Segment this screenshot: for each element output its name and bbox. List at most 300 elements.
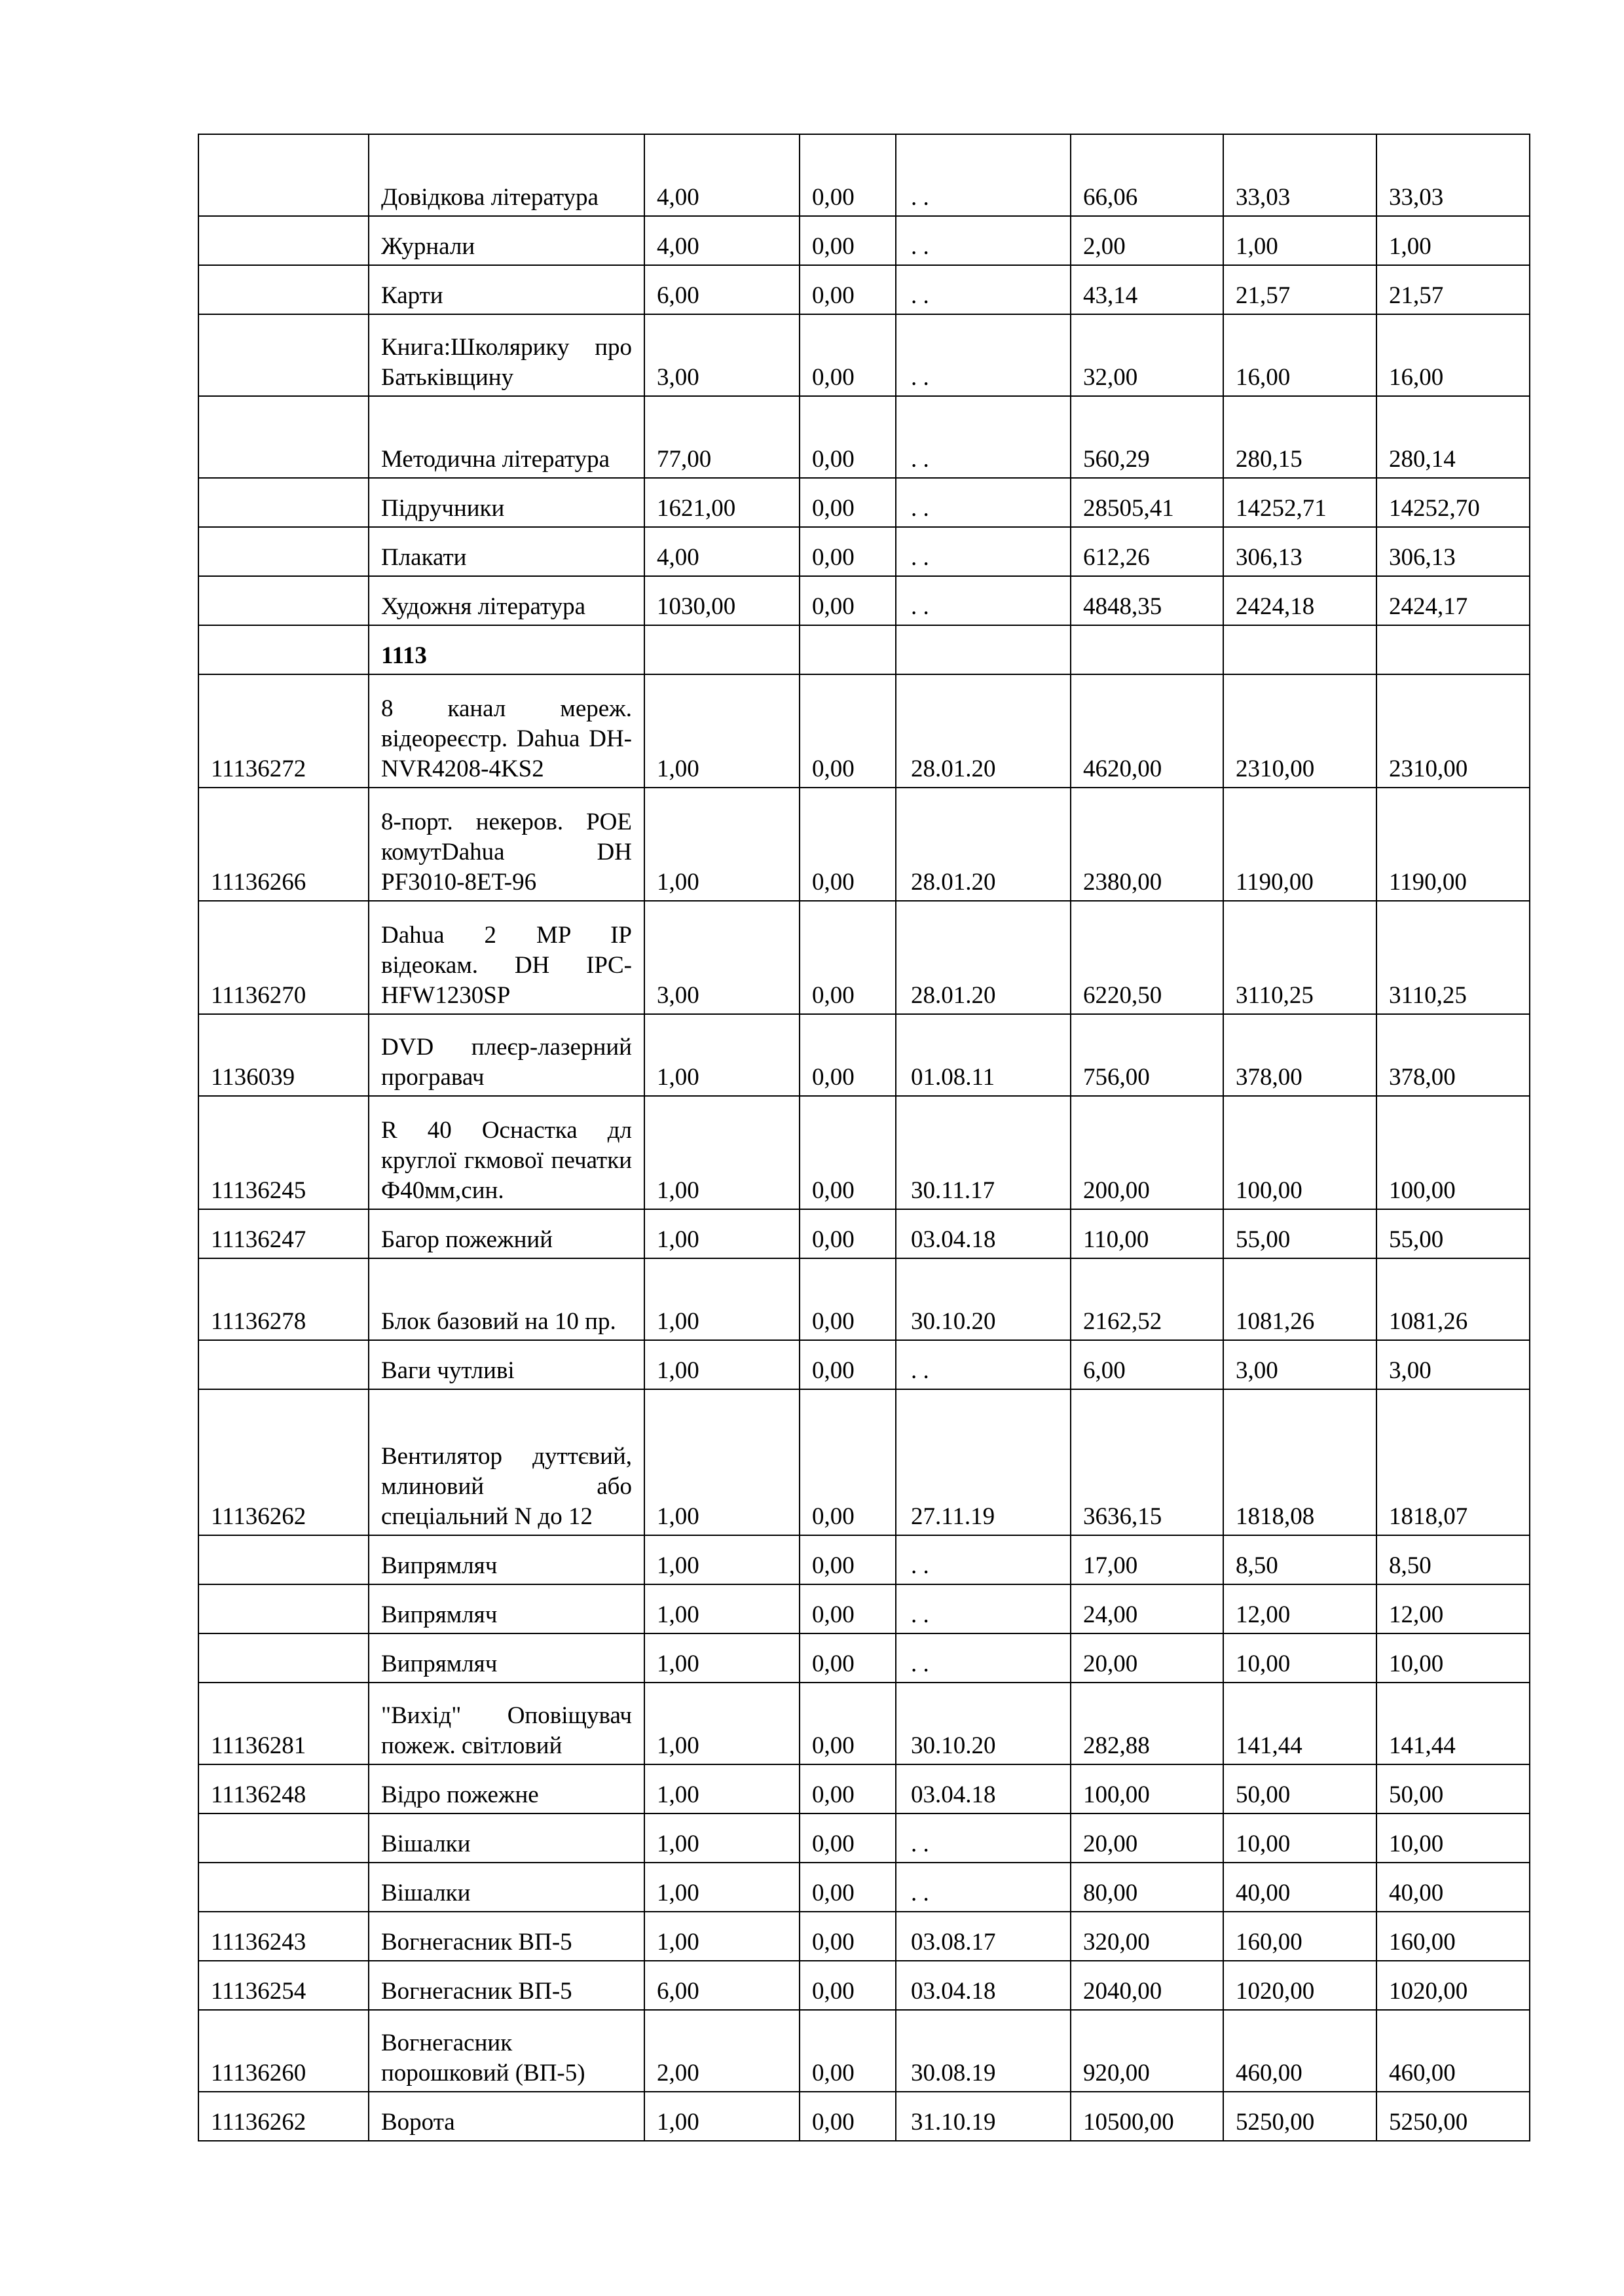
inventory-number-text: 11136262: [211, 1503, 306, 1530]
residual-value-cell: [1376, 2092, 1530, 2141]
depreciation-cell: [1223, 134, 1376, 216]
quantity-cell: [644, 134, 800, 216]
date-cell: [896, 1258, 1071, 1340]
item-name-text: Відро пожежне: [381, 1781, 539, 1808]
residual-value-text: 8,50: [1389, 1552, 1431, 1579]
total-value-cell: [1071, 625, 1223, 674]
amount-cell: [800, 2010, 896, 2092]
amount-text: 0,00: [812, 1503, 855, 1530]
depreciation-text: 33,03: [1236, 184, 1291, 211]
quantity-text: 1621,00: [657, 495, 736, 522]
item-name-text: Ваги чутливі: [381, 1357, 515, 1384]
quantity-cell: [644, 674, 800, 788]
date-text: . .: [911, 495, 929, 522]
inventory-number-cell: [198, 134, 369, 216]
quantity-cell: [644, 1014, 800, 1096]
date-cell: [896, 576, 1071, 625]
inventory-number-cell: [198, 1535, 369, 1584]
amount-text: 0,00: [812, 364, 855, 391]
residual-value-cell: [1376, 1340, 1530, 1389]
depreciation-cell: [1223, 2092, 1376, 2141]
item-name-text: R 40 Оснастка дл круглої гкмової печатки Ф40мм,син.: [381, 1117, 632, 1204]
table-row: [198, 1209, 1530, 1258]
residual-value-cell: [1376, 1683, 1530, 1764]
residual-value-text: 14252,70: [1389, 495, 1480, 522]
inventory-number-text: 11136260: [211, 2060, 306, 2086]
amount-text: 0,00: [812, 1929, 855, 1956]
date-cell: [896, 1535, 1071, 1584]
inventory-number-cell: [198, 478, 369, 527]
table-row: [198, 216, 1530, 265]
quantity-cell: [644, 527, 800, 576]
table-row: [198, 576, 1530, 625]
amount-cell: [800, 1683, 896, 1764]
table-row: [198, 1863, 1530, 1912]
item-name-cell: [369, 134, 644, 216]
inventory-number-cell: [198, 1258, 369, 1340]
inventory-number-cell: [198, 1340, 369, 1389]
quantity-text: 1,00: [657, 1552, 699, 1579]
total-value-cell: [1071, 216, 1223, 265]
inventory-number-cell: [198, 1813, 369, 1863]
total-value-cell: [1071, 134, 1223, 216]
amount-cell: [800, 1912, 896, 1961]
quantity-text: 4,00: [657, 184, 699, 211]
amount-cell: [800, 1096, 896, 1209]
quantity-text: 1,00: [657, 1601, 699, 1628]
depreciation-cell: [1223, 576, 1376, 625]
date-cell: [896, 1764, 1071, 1813]
item-name-cell: [369, 1535, 644, 1584]
quantity-cell: [644, 1258, 800, 1340]
total-value-text: 32,00: [1083, 364, 1138, 391]
amount-text: 0,00: [812, 2109, 855, 2136]
quantity-cell: [644, 901, 800, 1014]
residual-value-text: 306,13: [1389, 544, 1456, 571]
residual-value-cell: [1376, 314, 1530, 396]
depreciation-cell: [1223, 1683, 1376, 1764]
date-cell: [896, 1584, 1071, 1633]
inventory-table-body: [198, 134, 1530, 2141]
total-value-text: 4848,35: [1083, 593, 1162, 620]
amount-text: 0,00: [812, 495, 855, 522]
quantity-cell: [644, 265, 800, 314]
item-name-text: Книга:Школярику про Батьківщину: [381, 334, 632, 391]
depreciation-cell: [1223, 1535, 1376, 1584]
total-value-cell: [1071, 265, 1223, 314]
total-value-cell: [1071, 1863, 1223, 1912]
item-name-cell: [369, 1683, 644, 1764]
date-cell: [896, 788, 1071, 901]
depreciation-text: 1818,08: [1236, 1503, 1315, 1530]
quantity-cell: [644, 1389, 800, 1535]
date-cell: [896, 1340, 1071, 1389]
total-value-text: 612,26: [1083, 544, 1150, 571]
quantity-cell: [644, 1209, 800, 1258]
date-cell: [896, 2092, 1071, 2141]
depreciation-cell: [1223, 2010, 1376, 2092]
inventory-number-text: 11136262: [211, 2109, 306, 2136]
amount-cell: [800, 1340, 896, 1389]
amount-cell: [800, 1813, 896, 1863]
quantity-text: 4,00: [657, 544, 699, 571]
depreciation-cell: [1223, 1096, 1376, 1209]
depreciation-cell: [1223, 1389, 1376, 1535]
depreciation-text: 16,00: [1236, 364, 1291, 391]
date-text: 03.04.18: [911, 1978, 996, 2005]
table-row: [198, 265, 1530, 314]
quantity-text: 1,00: [657, 1650, 699, 1677]
date-text: . .: [911, 364, 929, 391]
date-text: . .: [911, 446, 929, 473]
quantity-text: 1,00: [657, 2109, 699, 2136]
residual-value-text: 12,00: [1389, 1601, 1444, 1628]
item-name-text: Підручники: [381, 495, 505, 522]
date-text: 30.11.17: [911, 1177, 995, 1204]
total-value-cell: [1071, 1340, 1223, 1389]
total-value-text: 4620,00: [1083, 756, 1162, 782]
depreciation-text: 21,57: [1236, 282, 1291, 309]
residual-value-cell: [1376, 478, 1530, 527]
depreciation-cell: [1223, 478, 1376, 527]
residual-value-cell: [1376, 788, 1530, 901]
amount-text: 0,00: [812, 184, 855, 211]
total-value-text: 2380,00: [1083, 869, 1162, 896]
residual-value-cell: [1376, 901, 1530, 1014]
amount-cell: [800, 314, 896, 396]
inventory-number-cell: [198, 216, 369, 265]
total-value-text: 320,00: [1083, 1929, 1150, 1956]
date-cell: [896, 478, 1071, 527]
inventory-number-cell: [198, 1683, 369, 1764]
inventory-number-cell: [198, 625, 369, 674]
amount-cell: [800, 1863, 896, 1912]
quantity-cell: [644, 396, 800, 478]
date-text: . .: [911, 593, 929, 620]
date-cell: [896, 1683, 1071, 1764]
inventory-number-cell: [198, 1961, 369, 2010]
inventory-number-cell: [198, 1633, 369, 1683]
quantity-cell: [644, 1584, 800, 1633]
depreciation-text: 1081,26: [1236, 1308, 1315, 1335]
table-row: [198, 1764, 1530, 1813]
date-cell: [896, 901, 1071, 1014]
item-name-cell: [369, 1389, 644, 1535]
item-name-cell: [369, 216, 644, 265]
item-name-text: 8-порт. некеров. POE комутDahua DH PF3010-8ET-96: [381, 809, 632, 896]
inventory-number-cell: [198, 788, 369, 901]
item-name-text: Карти: [381, 282, 443, 309]
inventory-number-cell: [198, 1209, 369, 1258]
residual-value-text: 1020,00: [1389, 1978, 1468, 2005]
item-name-cell: [369, 1096, 644, 1209]
quantity-text: 1,00: [657, 1503, 699, 1530]
total-value-cell: [1071, 2010, 1223, 2092]
table-row: [198, 2092, 1530, 2141]
inventory-number-cell: [198, 265, 369, 314]
amount-text: 0,00: [812, 869, 855, 896]
item-name-text: Вішалки: [381, 1831, 471, 1857]
table-row: [198, 1340, 1530, 1389]
item-name-cell: [369, 1340, 644, 1389]
amount-text: 0,00: [812, 1308, 855, 1335]
depreciation-text: 160,00: [1236, 1929, 1302, 1956]
residual-value-text: 1081,26: [1389, 1308, 1468, 1335]
inventory-number-cell: [198, 314, 369, 396]
amount-cell: [800, 1209, 896, 1258]
item-name-cell: [369, 901, 644, 1014]
depreciation-text: 10,00: [1236, 1831, 1291, 1857]
date-text: 30.10.20: [911, 1308, 996, 1335]
total-value-cell: [1071, 314, 1223, 396]
quantity-text: 3,00: [657, 982, 699, 1009]
item-name-cell: [369, 1764, 644, 1813]
item-name-cell: [369, 2092, 644, 2141]
total-value-cell: [1071, 1258, 1223, 1340]
date-cell: [896, 1912, 1071, 1961]
amount-text: 0,00: [812, 233, 855, 260]
total-value-text: 43,14: [1083, 282, 1138, 309]
amount-cell: [800, 1584, 896, 1633]
quantity-text: 3,00: [657, 364, 699, 391]
table-row: [198, 1389, 1530, 1535]
inventory-number-cell: [198, 1584, 369, 1633]
date-cell: [896, 314, 1071, 396]
quantity-text: 1030,00: [657, 593, 736, 620]
total-value-cell: [1071, 2092, 1223, 2141]
quantity-text: 1,00: [657, 1732, 699, 1759]
quantity-text: 1,00: [657, 756, 699, 782]
total-value-cell: [1071, 1535, 1223, 1584]
depreciation-cell: [1223, 674, 1376, 788]
total-value-text: 6,00: [1083, 1357, 1126, 1384]
total-value-text: 2162,52: [1083, 1308, 1162, 1335]
item-name-cell: [369, 1209, 644, 1258]
quantity-text: 1,00: [657, 1781, 699, 1808]
item-name-text: Вогнегасник ВП-5: [381, 1978, 572, 2005]
total-value-text: 20,00: [1083, 1650, 1138, 1677]
date-text: 27.11.19: [911, 1503, 995, 1530]
item-name-cell: [369, 265, 644, 314]
date-text: 30.10.20: [911, 1732, 996, 1759]
item-name-cell: [369, 788, 644, 901]
amount-text: 0,00: [812, 1357, 855, 1384]
amount-cell: [800, 1014, 896, 1096]
amount-cell: [800, 478, 896, 527]
date-cell: [896, 265, 1071, 314]
total-value-cell: [1071, 788, 1223, 901]
residual-value-text: 10,00: [1389, 1650, 1444, 1677]
table-row: [198, 1633, 1530, 1683]
residual-value-cell: [1376, 625, 1530, 674]
item-name-cell: [369, 527, 644, 576]
total-value-cell: [1071, 674, 1223, 788]
date-cell: [896, 625, 1071, 674]
date-text: 03.04.18: [911, 1226, 996, 1253]
inventory-number-cell: [198, 674, 369, 788]
inventory-number-text: 11136281: [211, 1732, 306, 1759]
amount-cell: [800, 1633, 896, 1683]
date-text: . .: [911, 282, 929, 309]
date-cell: [896, 1633, 1071, 1683]
inventory-number-text: 1136039: [211, 1064, 295, 1091]
item-name-cell: [369, 1813, 644, 1863]
total-value-cell: [1071, 1813, 1223, 1863]
inventory-number-cell: [198, 1096, 369, 1209]
date-text: 01.08.11: [911, 1064, 995, 1091]
inventory-number-cell: [198, 527, 369, 576]
date-cell: [896, 1961, 1071, 2010]
depreciation-text: 141,44: [1236, 1732, 1302, 1759]
date-text: 03.08.17: [911, 1929, 996, 1956]
amount-cell: [800, 1764, 896, 1813]
residual-value-text: 21,57: [1389, 282, 1444, 309]
quantity-text: 1,00: [657, 869, 699, 896]
item-name-text: 8 канал мереж. відеореєстр. Dahua DH-NVR4208-4KS2: [381, 695, 632, 782]
inventory-number-cell: [198, 576, 369, 625]
item-name-text: Журнали: [381, 233, 475, 260]
depreciation-text: 12,00: [1236, 1601, 1291, 1628]
residual-value-text: 2424,17: [1389, 593, 1468, 620]
amount-text: 0,00: [812, 593, 855, 620]
depreciation-cell: [1223, 625, 1376, 674]
depreciation-cell: [1223, 265, 1376, 314]
quantity-text: 77,00: [657, 446, 712, 473]
item-name-text: Блок базовий на 10 пр.: [381, 1308, 616, 1335]
item-name-cell: [369, 396, 644, 478]
depreciation-cell: [1223, 1813, 1376, 1863]
depreciation-cell: [1223, 1014, 1376, 1096]
depreciation-text: 378,00: [1236, 1064, 1302, 1091]
date-text: . .: [911, 1601, 929, 1628]
depreciation-text: 55,00: [1236, 1226, 1291, 1253]
quantity-cell: [644, 1961, 800, 2010]
inventory-number-text: 11136247: [211, 1226, 306, 1253]
item-name-text: "Вихід" Оповіщувач пожеж. світловий: [381, 1702, 632, 1759]
total-value-text: 200,00: [1083, 1177, 1150, 1204]
inventory-number-text: 11136245: [211, 1177, 306, 1204]
residual-value-text: 55,00: [1389, 1226, 1444, 1253]
residual-value-text: 40,00: [1389, 1880, 1444, 1906]
date-cell: [896, 1209, 1071, 1258]
residual-value-cell: [1376, 1584, 1530, 1633]
item-name-cell: [369, 625, 644, 674]
total-value-text: 920,00: [1083, 2060, 1150, 2086]
amount-cell: [800, 396, 896, 478]
residual-value-cell: [1376, 216, 1530, 265]
total-value-cell: [1071, 1389, 1223, 1535]
residual-value-cell: [1376, 2010, 1530, 2092]
item-name-text: Довідкова література: [381, 184, 599, 211]
quantity-cell: [644, 1340, 800, 1389]
depreciation-text: 100,00: [1236, 1177, 1302, 1204]
date-cell: [896, 1863, 1071, 1912]
amount-text: 0,00: [812, 1831, 855, 1857]
depreciation-cell: [1223, 1863, 1376, 1912]
total-value-text: 2,00: [1083, 233, 1126, 260]
residual-value-cell: [1376, 576, 1530, 625]
residual-value-cell: [1376, 1389, 1530, 1535]
item-name-text: Випрямляч: [381, 1552, 498, 1579]
total-value-text: 110,00: [1083, 1226, 1149, 1253]
amount-cell: [800, 1535, 896, 1584]
quantity-text: 6,00: [657, 1978, 699, 2005]
item-name-text: Ворота: [381, 2109, 455, 2136]
item-name-text: Художня література: [381, 593, 586, 620]
residual-value-text: 1,00: [1389, 233, 1431, 260]
total-value-text: 6220,50: [1083, 982, 1162, 1009]
quantity-cell: [644, 576, 800, 625]
date-cell: [896, 1096, 1071, 1209]
depreciation-text: 3,00: [1236, 1357, 1278, 1384]
amount-cell: [800, 265, 896, 314]
date-text: . .: [911, 1650, 929, 1677]
item-name-text: Вогнегасник порошковий (ВП-5): [381, 2030, 585, 2086]
quantity-cell: [644, 216, 800, 265]
date-text: 30.08.19: [911, 2060, 996, 2086]
table-row: [198, 1535, 1530, 1584]
depreciation-cell: [1223, 1961, 1376, 2010]
table-row: [198, 396, 1530, 478]
item-name-text: Dahua 2 MP IP відеокам. DH IPC-HFW1230SP: [381, 922, 632, 1009]
depreciation-text: 2424,18: [1236, 593, 1315, 620]
inventory-number-cell: [198, 1863, 369, 1912]
inventory-number-text: 11136243: [211, 1929, 306, 1956]
depreciation-cell: [1223, 396, 1376, 478]
amount-cell: [800, 576, 896, 625]
table-row: [198, 1584, 1530, 1633]
inventory-number-text: 11136272: [211, 756, 306, 782]
total-value-cell: [1071, 1209, 1223, 1258]
item-name-text: Плакати: [381, 544, 467, 571]
amount-text: 0,00: [812, 1552, 855, 1579]
residual-value-text: 16,00: [1389, 364, 1444, 391]
residual-value-cell: [1376, 1209, 1530, 1258]
total-value-cell: [1071, 1764, 1223, 1813]
table-row: [198, 1912, 1530, 1961]
quantity-cell: [644, 1863, 800, 1912]
item-name-text: Багор пожежний: [381, 1226, 553, 1253]
amount-text: 0,00: [812, 446, 855, 473]
residual-value-cell: [1376, 1813, 1530, 1863]
date-cell: [896, 527, 1071, 576]
inventory-number-cell: [198, 1912, 369, 1961]
amount-text: 0,00: [812, 1650, 855, 1677]
total-value-text: 3636,15: [1083, 1503, 1162, 1530]
residual-value-text: 3110,25: [1389, 982, 1467, 1009]
residual-value-cell: [1376, 134, 1530, 216]
residual-value-cell: [1376, 1633, 1530, 1683]
residual-value-cell: [1376, 265, 1530, 314]
quantity-cell: [644, 314, 800, 396]
total-value-text: 20,00: [1083, 1831, 1138, 1857]
date-cell: [896, 1813, 1071, 1863]
depreciation-text: 1,00: [1236, 233, 1278, 260]
date-cell: [896, 2010, 1071, 2092]
inventory-number-cell: [198, 2010, 369, 2092]
quantity-cell: [644, 1633, 800, 1683]
amount-text: 0,00: [812, 1601, 855, 1628]
depreciation-text: 460,00: [1236, 2060, 1302, 2086]
residual-value-text: 3,00: [1389, 1357, 1431, 1384]
total-value-cell: [1071, 1014, 1223, 1096]
depreciation-text: 3110,25: [1236, 982, 1314, 1009]
date-text: . .: [911, 1552, 929, 1579]
total-value-cell: [1071, 527, 1223, 576]
table-row: [198, 1014, 1530, 1096]
total-value-cell: [1071, 396, 1223, 478]
depreciation-text: 1190,00: [1236, 869, 1314, 896]
